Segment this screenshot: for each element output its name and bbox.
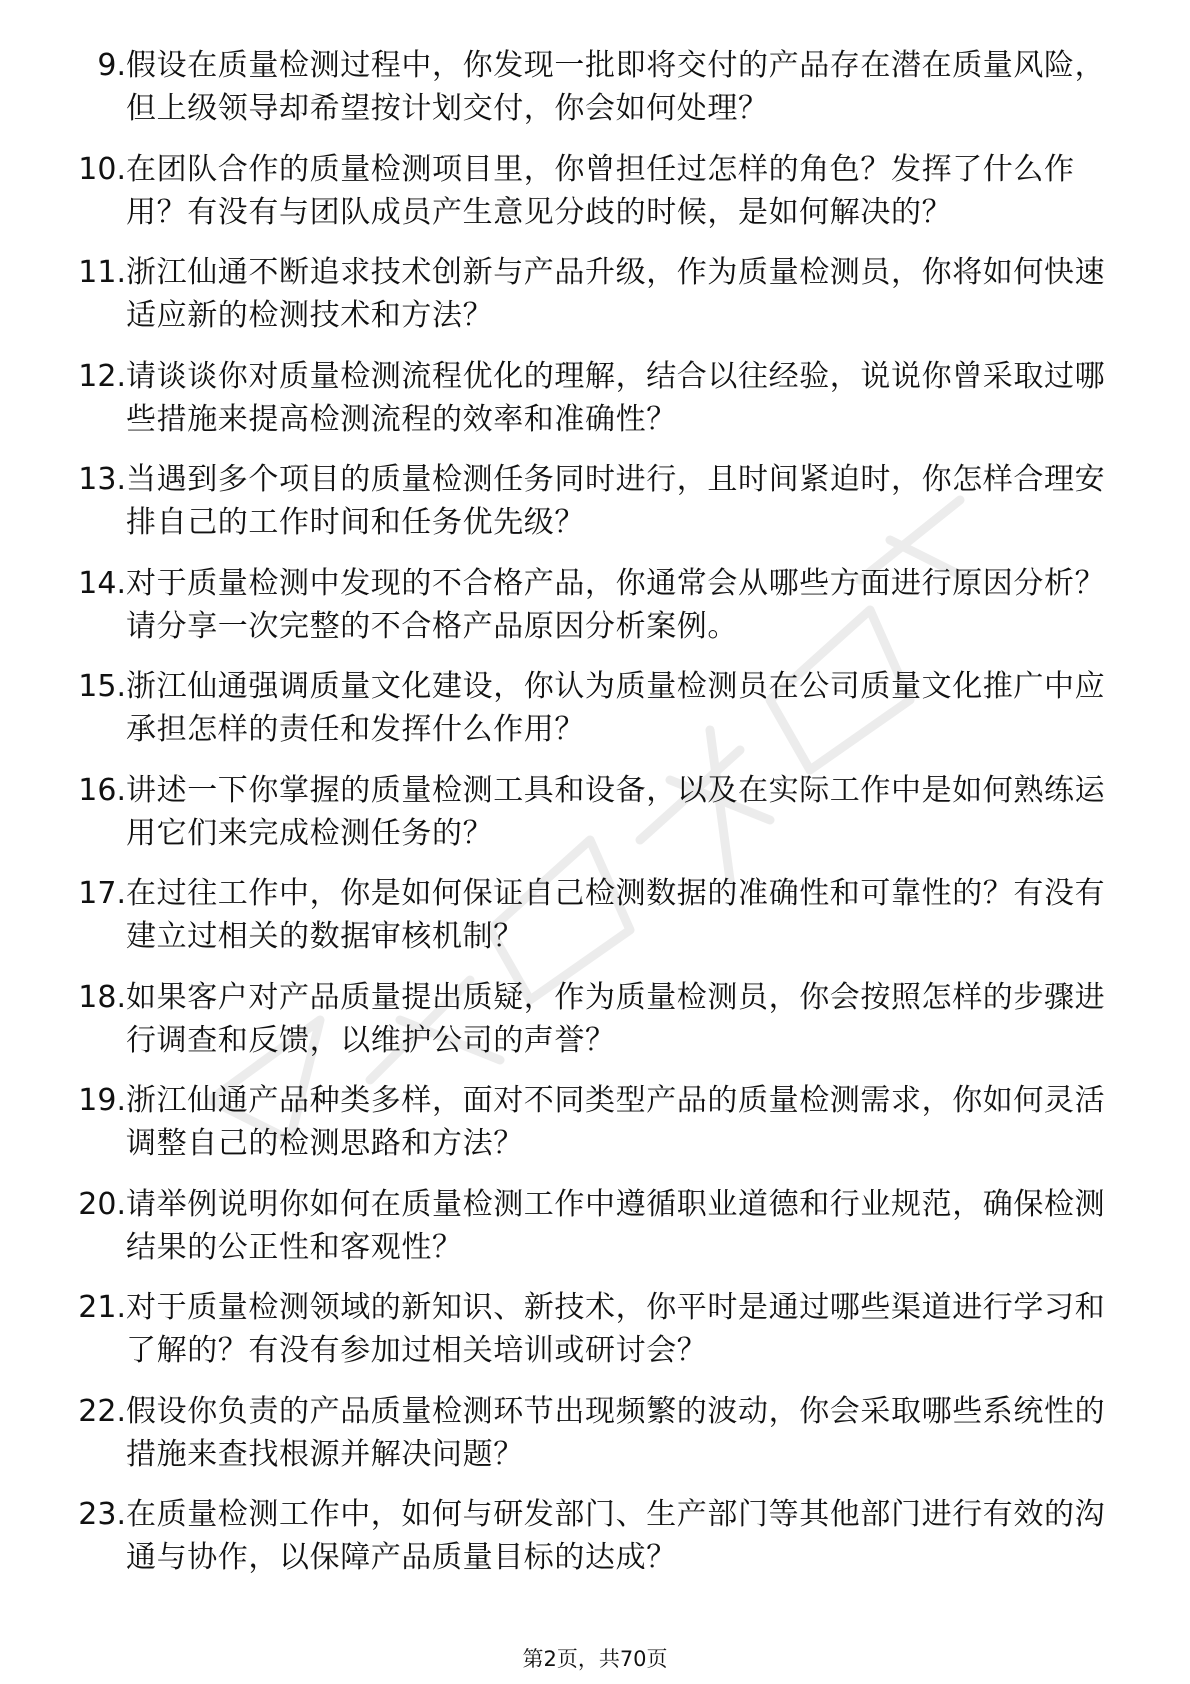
question-item (0, 1493, 1190, 1579)
question-number: 13. (78, 462, 126, 497)
question-text: 假设在质量检测过程中，你发现一批即将交付的产品存在潜在质量风险，但上级领导却希望按计划交付，你会如何处理？ (126, 48, 1106, 126)
question-number: 20. (78, 1186, 126, 1222)
question-text: 当遇到多个项目的质量检测任务同时进行，且时间紧迫时，你怎样合理安排自己的工作时间和任务优先级？ (126, 462, 1106, 540)
question-text: 假设你负责的产品质量检测环节出现频繁的波动，你会采取哪些系统性的措施来查找根源并解决问题？ (126, 1393, 1106, 1472)
question-item (0, 251, 1190, 337)
question-number: 12. (78, 358, 126, 394)
question-number: 19. (78, 1083, 126, 1118)
question-text: 请举例说明你如何在质量检测工作中遵循职业道德和行业规范，确保检测结果的公正性和客观性？ (126, 1186, 1106, 1265)
question-number: 23. (78, 1497, 126, 1532)
question-item (0, 976, 1190, 1062)
question-number: 18. (78, 979, 126, 1015)
question-number: 22. (78, 1393, 126, 1429)
question-item (0, 148, 1190, 234)
question-text: 浙江仙通强调质量文化建设，你认为质量检测员在公司质量文化推广中应承担怎样的责任和发挥什么作用？ (126, 669, 1106, 747)
question-text: 浙江仙通产品种类多样，面对不同类型产品的质量检测需求，你如何灵活调整自己的检测思路和方法？ (126, 1083, 1106, 1161)
question-text: 在过往工作中，你是如何保证自己检测数据的准确性和可靠性的？有没有建立过相关的数据审核机制？ (126, 876, 1106, 954)
question-number: 16. (78, 772, 126, 808)
question-item (0, 872, 1190, 958)
question-list (0, 44, 1190, 1597)
question-number: 9. (97, 48, 126, 83)
question-item (0, 1286, 1190, 1372)
question-item (0, 355, 1190, 441)
question-text: 对于质量检测中发现的不合格产品，你通常会从哪些方面进行原因分析？请分享一次完整的不合格产品原因分析案例。 (126, 565, 1106, 644)
question-text: 在团队合作的质量检测项目里，你曾担任过怎样的角色？发挥了什么作用？有没有与团队成员产生意见分歧的时候，是如何解决的？ (126, 151, 1075, 230)
question-item (0, 665, 1190, 751)
question-text: 请谈谈你对质量检测流程优化的理解，结合以往经验，说说你曾采取过哪些措施来提高检测流程的效率和准确性？ (126, 358, 1106, 437)
question-item (0, 44, 1190, 130)
question-item (0, 1079, 1190, 1165)
question-text: 浙江仙通不断追求技术创新与产品升级，作为质量检测员，你将如何快速适应新的检测技术和方法？ (126, 255, 1106, 333)
question-text: 讲述一下你掌握的质量检测工具和设备，以及在实际工作中是如何熟练运用它们来完成检测任务的？ (126, 772, 1106, 851)
page-number-footer: 第2页，共70页 (522, 1647, 668, 1671)
question-text: 如果客户对产品质量提出质疑，作为质量检测员，你会按照怎样的步骤进行调查和反馈，以维护公司的声誉？ (126, 979, 1106, 1058)
question-number: 21. (78, 1290, 126, 1325)
question-number: 10. (78, 151, 126, 187)
question-number: 11. (78, 255, 126, 290)
question-item (0, 1183, 1190, 1269)
question-number: 14. (78, 565, 126, 601)
question-item (0, 769, 1190, 855)
question-number: 15. (78, 669, 126, 704)
question-item (0, 562, 1190, 648)
question-item (0, 1390, 1190, 1476)
question-text: 在质量检测工作中，如何与研发部门、生产部门等其他部门进行有效的沟通与协作，以保障产品质量目标的达成？ (126, 1497, 1106, 1575)
question-number: 17. (78, 876, 126, 911)
question-item (0, 458, 1190, 544)
question-text: 对于质量检测领域的新知识、新技术，你平时是通过哪些渠道进行学习和了解的？有没有参加过相关培训或研讨会？ (126, 1290, 1106, 1368)
